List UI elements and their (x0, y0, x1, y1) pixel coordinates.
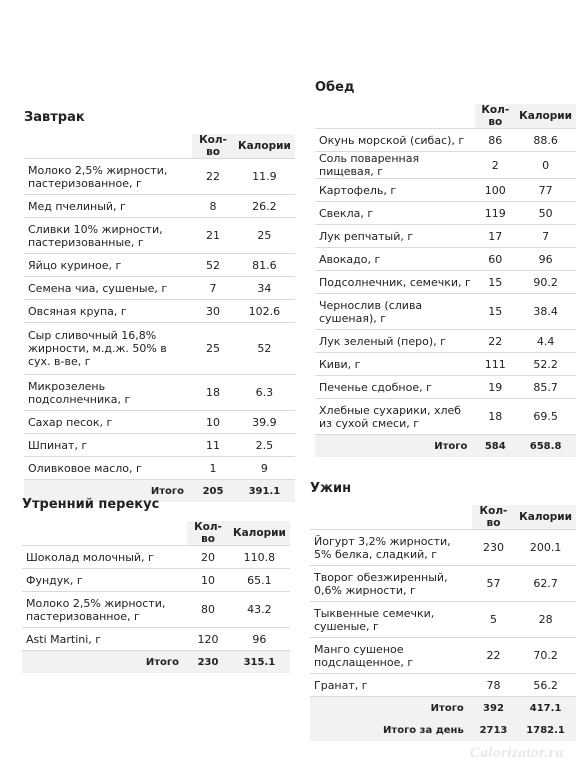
column-header-qty: Кол-во (472, 505, 515, 530)
food-name: Подсолнечник, семечки, г (315, 271, 475, 294)
food-kcal: 43.2 (229, 592, 290, 628)
table-row (315, 152, 576, 179)
food-qty: 18 (475, 399, 515, 435)
food-name: Молоко 2,5% жирности, пастеризованное, г (24, 159, 192, 195)
lunch-section (315, 80, 576, 457)
column-header-qty: Кол-во (475, 104, 515, 129)
table-row (310, 566, 576, 602)
food-name: Окунь морской (сибас), г (315, 129, 475, 152)
total-row (315, 435, 576, 458)
table-row (310, 638, 576, 674)
table-row (310, 674, 576, 697)
food-qty: 120 (187, 628, 229, 651)
table-row (315, 294, 576, 330)
food-qty: 52 (192, 254, 234, 277)
food-name: Сахар песок, г (24, 411, 192, 434)
food-qty: 111 (475, 353, 515, 376)
food-kcal: 11.9 (234, 159, 295, 195)
food-kcal: 6.3 (234, 375, 295, 411)
food-kcal: 50 (515, 202, 576, 225)
food-kcal: 96 (229, 628, 290, 651)
food-name: Овсяная крупа, г (24, 300, 192, 323)
food-qty: 15 (475, 271, 515, 294)
food-name: Киви, г (315, 353, 475, 376)
column-header-qty: Кол-во (187, 521, 229, 546)
food-qty: 22 (192, 159, 234, 195)
total-row-qty: 230 (187, 651, 229, 674)
total-row (310, 697, 576, 720)
snack-title: Утренний перекус (22, 497, 160, 512)
table-row (24, 159, 295, 195)
table-row (315, 202, 576, 225)
food-kcal: 85.7 (515, 376, 576, 399)
table-row (315, 353, 576, 376)
food-kcal: 25 (234, 218, 295, 254)
food-kcal: 26.2 (234, 195, 295, 218)
table-row (315, 376, 576, 399)
total-row-label: Итого (22, 651, 187, 674)
food-kcal: 56.2 (515, 674, 576, 697)
total-row-label: Итого (24, 480, 192, 503)
table-row (24, 375, 295, 411)
food-kcal: 69.5 (515, 399, 576, 435)
day-total-row-kcal: 1782.1 (515, 719, 576, 741)
food-name: Свекла, г (315, 202, 475, 225)
food-kcal: 88.6 (515, 129, 576, 152)
day-total-row (310, 719, 576, 741)
food-kcal: 39.9 (234, 411, 295, 434)
food-qty: 25 (192, 323, 234, 375)
table-row (24, 254, 295, 277)
table-row (24, 300, 295, 323)
food-kcal: 0 (515, 152, 576, 179)
table-row (315, 129, 576, 152)
table-row (22, 592, 290, 628)
table-row (24, 323, 295, 375)
breakfast-title: Завтрак (24, 110, 85, 125)
food-kcal: 28 (515, 602, 576, 638)
food-name: Шпинат, г (24, 434, 192, 457)
food-name: Мед пчелиный, г (24, 195, 192, 218)
food-kcal: 81.6 (234, 254, 295, 277)
snack-section (22, 497, 290, 673)
total-row (22, 651, 290, 674)
table-row (310, 602, 576, 638)
food-name: Шоколад молочный, г (22, 546, 187, 569)
food-kcal: 34 (234, 277, 295, 300)
food-qty: 10 (192, 411, 234, 434)
food-qty: 22 (472, 638, 515, 674)
food-kcal: 77 (515, 179, 576, 202)
table-row (24, 434, 295, 457)
food-name: Молоко 2,5% жирности, пастеризованное, г (22, 592, 187, 628)
food-kcal: 52 (234, 323, 295, 375)
food-kcal: 9 (234, 457, 295, 480)
table-row (24, 195, 295, 218)
food-kcal: 96 (515, 248, 576, 271)
food-qty: 8 (192, 195, 234, 218)
watermark-logo: Calorizator.ru (469, 745, 564, 761)
food-qty: 11 (192, 434, 234, 457)
table-row (310, 530, 576, 566)
food-qty: 230 (472, 530, 515, 566)
food-name: Печенье сдобное, г (315, 376, 475, 399)
food-name: Семена чиа, сушеные, г (24, 277, 192, 300)
breakfast-table (24, 134, 295, 502)
total-row-kcal: 658.8 (515, 435, 576, 458)
food-qty: 22 (475, 330, 515, 353)
table-row (24, 277, 295, 300)
food-name: Тыквенные семечки, сушеные, г (310, 602, 472, 638)
food-qty: 119 (475, 202, 515, 225)
food-name: Оливковое масло, г (24, 457, 192, 480)
food-kcal: 90.2 (515, 271, 576, 294)
food-qty: 7 (192, 277, 234, 300)
lunch-table (315, 104, 576, 457)
food-kcal: 7 (515, 225, 576, 248)
food-qty: 2 (475, 152, 515, 179)
food-name: Asti Martini, г (22, 628, 187, 651)
food-name: Гранат, г (310, 674, 472, 697)
total-row-kcal: 391.1 (234, 480, 295, 503)
food-qty: 1 (192, 457, 234, 480)
food-name: Сливки 10% жирности, пастеризованные, г (24, 218, 192, 254)
table-row (315, 399, 576, 435)
table-row (22, 569, 290, 592)
food-name: Сыр сливочный 16,8% жирности, м.д.ж. 50% в сух. в-ве, г (24, 323, 192, 375)
total-row-qty: 584 (475, 435, 515, 458)
table-row (22, 628, 290, 651)
food-kcal: 65.1 (229, 569, 290, 592)
food-name: Манго сушеное подслащенное, г (310, 638, 472, 674)
food-qty: 19 (475, 376, 515, 399)
food-name: Лук репчатый, г (315, 225, 475, 248)
food-name: Соль поваренная пищевая, г (315, 152, 475, 179)
food-qty: 86 (475, 129, 515, 152)
food-name: Картофель, г (315, 179, 475, 202)
food-qty: 60 (475, 248, 515, 271)
total-row-qty: 205 (192, 480, 234, 503)
breakfast-section (24, 110, 295, 502)
food-qty: 80 (187, 592, 229, 628)
food-kcal: 102.6 (234, 300, 295, 323)
column-header-kcal: Калории (234, 134, 295, 159)
column-header-kcal: Калории (229, 521, 290, 546)
food-qty: 17 (475, 225, 515, 248)
food-name: Фундук, г (22, 569, 187, 592)
table-row (24, 411, 295, 434)
food-kcal: 200.1 (515, 530, 576, 566)
food-qty: 5 (472, 602, 515, 638)
food-name: Лук зеленый (перо), г (315, 330, 475, 353)
food-name: Авокадо, г (315, 248, 475, 271)
column-header-name (24, 134, 192, 159)
column-header-qty: Кол-во (192, 134, 234, 159)
table-row (315, 179, 576, 202)
table-row (315, 330, 576, 353)
table-row (315, 271, 576, 294)
food-name: Хлебные сухарики, хлеб из сухой смеси, г (315, 399, 475, 435)
total-row-kcal: 417.1 (515, 697, 576, 720)
food-kcal: 70.2 (515, 638, 576, 674)
column-header-name (22, 521, 187, 546)
snack-table (22, 521, 290, 673)
food-qty: 21 (192, 218, 234, 254)
column-header-name (315, 104, 475, 129)
food-qty: 100 (475, 179, 515, 202)
food-kcal: 2.5 (234, 434, 295, 457)
food-qty: 78 (472, 674, 515, 697)
food-qty: 20 (187, 546, 229, 569)
dinner-table (310, 505, 576, 741)
food-qty: 30 (192, 300, 234, 323)
table-row (315, 225, 576, 248)
food-name: Йогурт 3,2% жирности, 5% белка, сладкий, г (310, 530, 472, 566)
food-kcal: 38.4 (515, 294, 576, 330)
food-kcal: 4.4 (515, 330, 576, 353)
food-qty: 18 (192, 375, 234, 411)
food-qty: 57 (472, 566, 515, 602)
table-row (315, 248, 576, 271)
total-row-qty: 392 (472, 697, 515, 720)
dinner-section (310, 481, 576, 741)
food-name: Микрозелень подсолнечника, г (24, 375, 192, 411)
total-row-kcal: 315.1 (229, 651, 290, 674)
food-qty: 10 (187, 569, 229, 592)
table-row (24, 218, 295, 254)
food-kcal: 52.2 (515, 353, 576, 376)
food-qty: 15 (475, 294, 515, 330)
food-name: Яйцо куриное, г (24, 254, 192, 277)
lunch-title: Обед (315, 80, 355, 95)
food-kcal: 62.7 (515, 566, 576, 602)
column-header-name (310, 505, 472, 530)
table-row (22, 546, 290, 569)
food-name: Творог обезжиренный, 0,6% жирности, г (310, 566, 472, 602)
day-total-row-qty: 2713 (472, 719, 515, 741)
column-header-kcal: Калории (515, 505, 576, 530)
table-row (24, 457, 295, 480)
column-header-kcal: Калории (515, 104, 576, 129)
food-kcal: 110.8 (229, 546, 290, 569)
total-row-label: Итого (310, 697, 472, 720)
dinner-title: Ужин (310, 481, 352, 496)
day-total-row-label: Итого за день (310, 719, 472, 741)
food-name: Чернослив (слива сушеная), г (315, 294, 475, 330)
total-row-label: Итого (315, 435, 475, 458)
